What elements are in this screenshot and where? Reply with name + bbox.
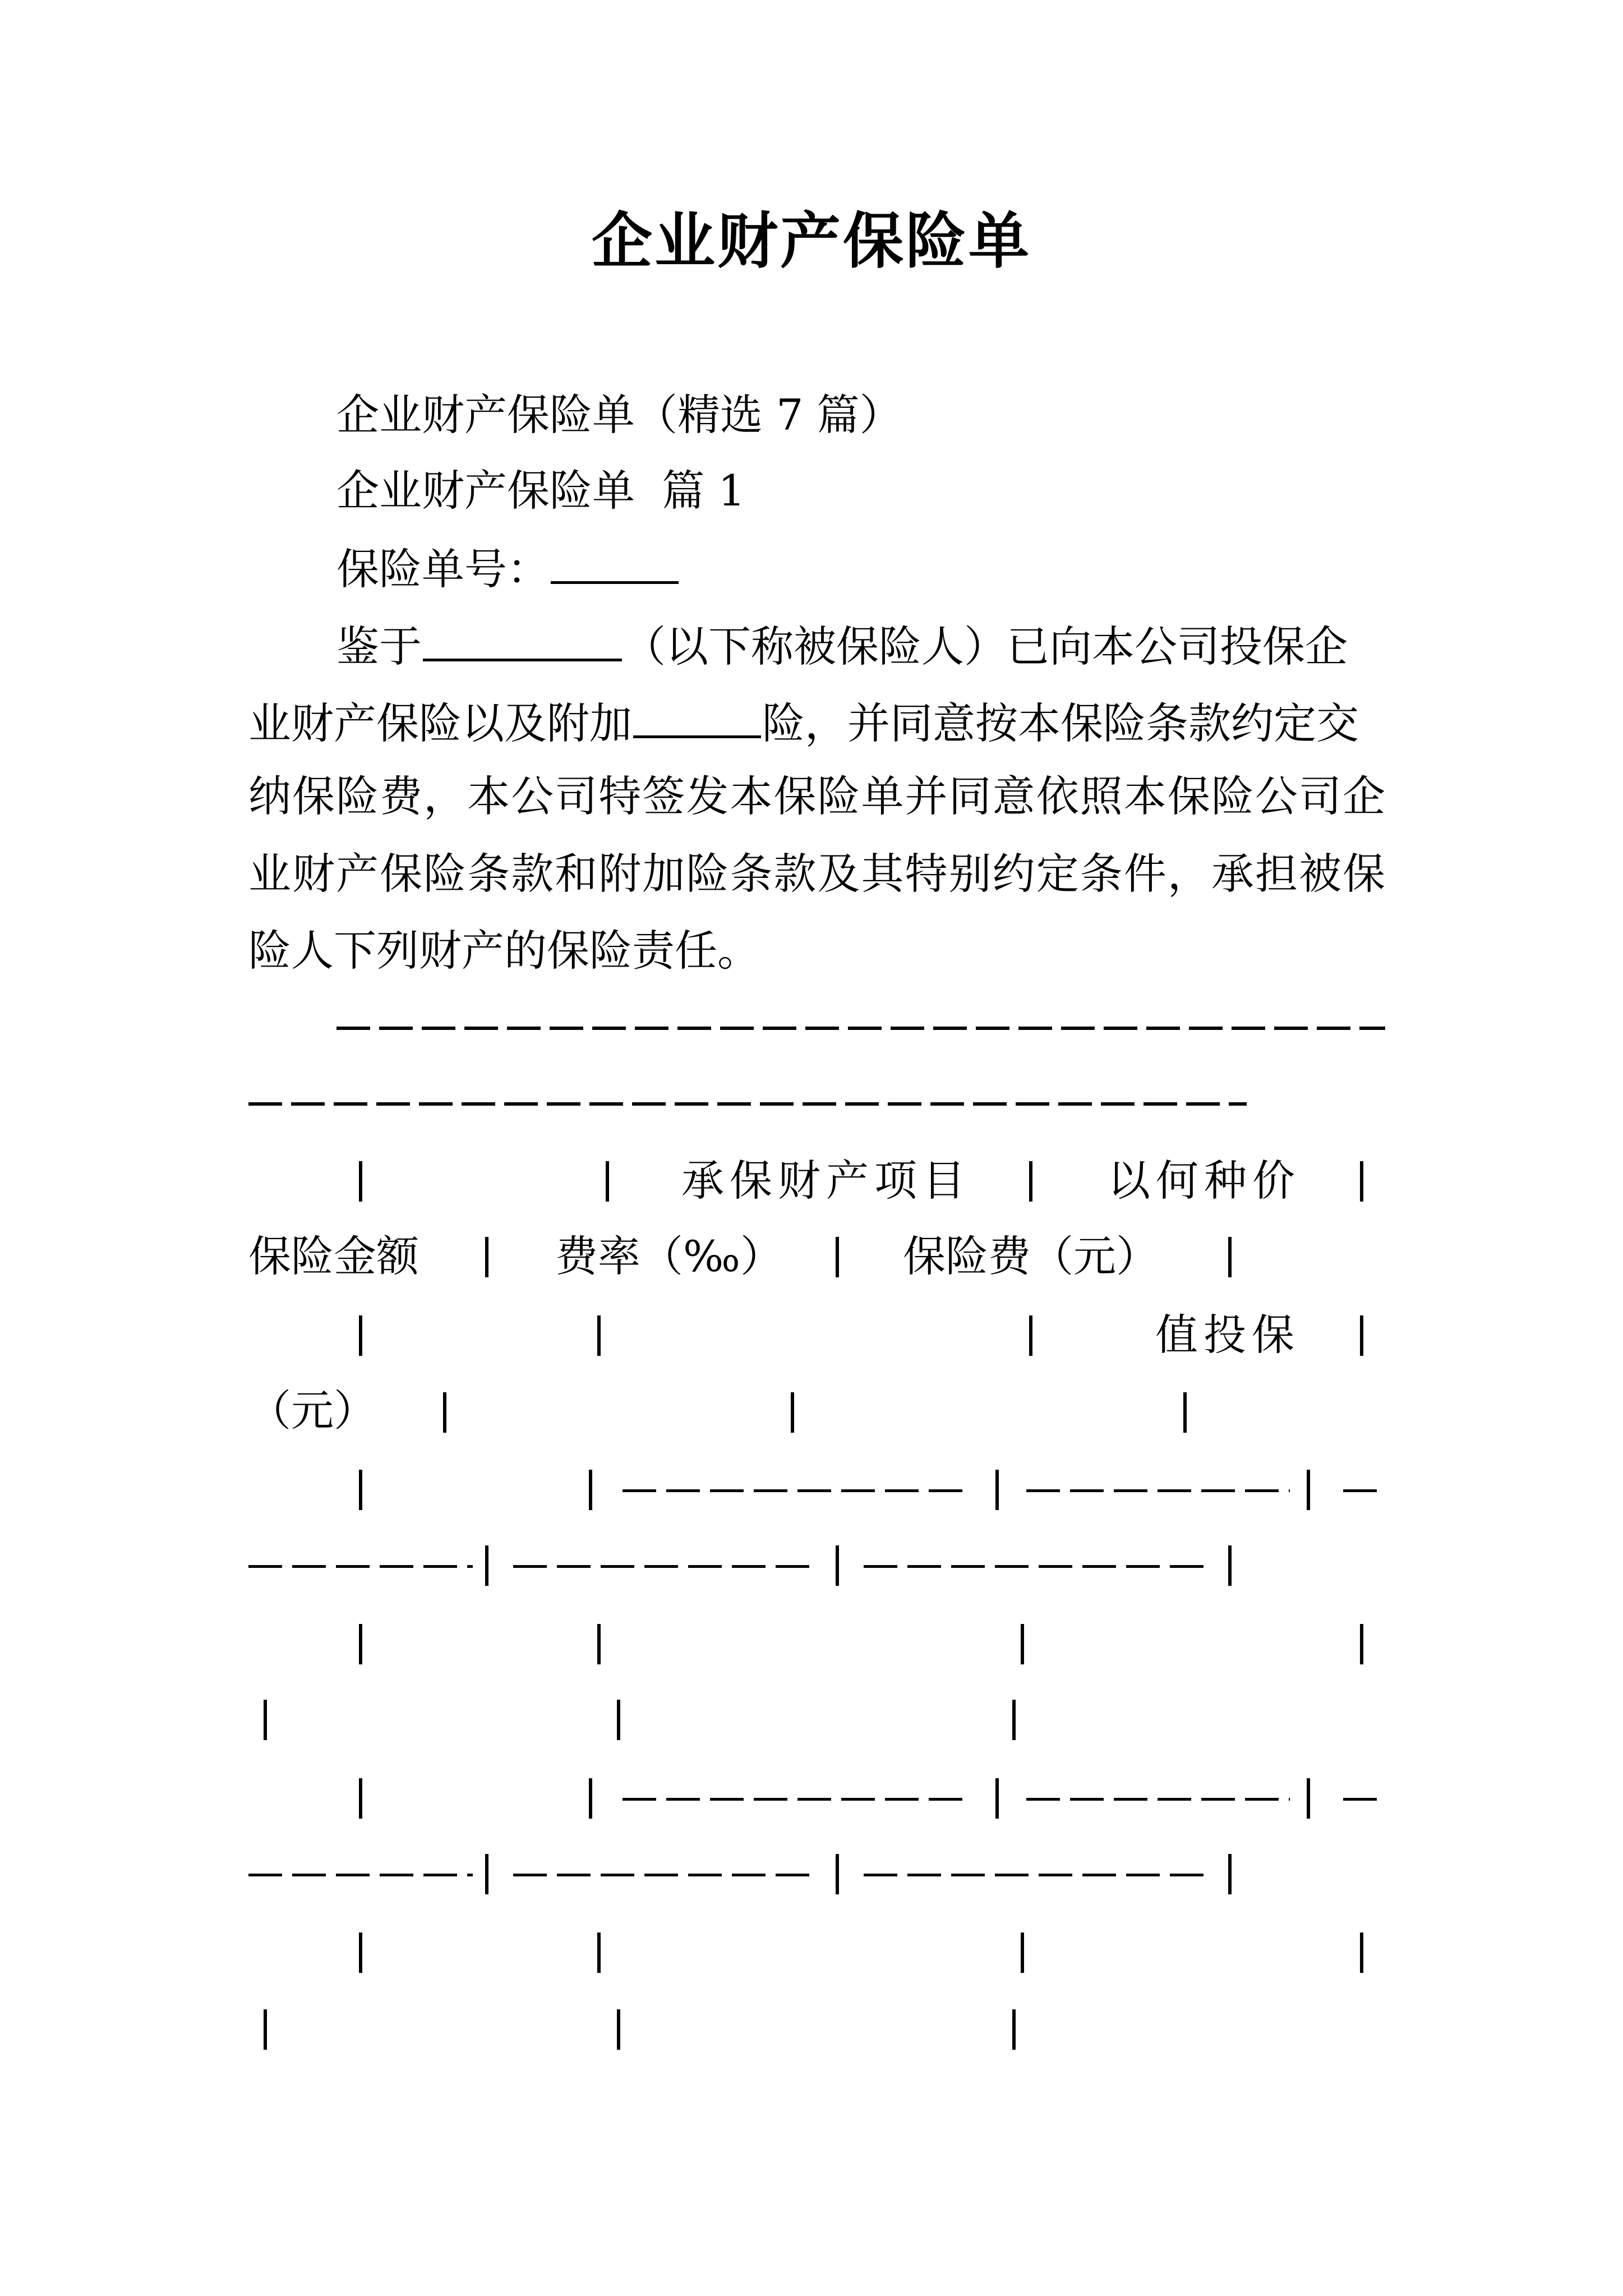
body-line-5: 险人下列财产的保险责任。 [248,926,760,976]
header-valuation-basis-cont: 值投保 [1155,1310,1300,1360]
table-border [791,1392,794,1433]
table-border [1228,1545,1232,1586]
table-border [359,1470,362,1510]
table-border [359,1624,362,1664]
table-border [617,1700,620,1740]
table-separator [1026,1798,1290,1801]
table-border [836,1237,839,1277]
table-border [1021,1624,1024,1664]
table-separator [1343,1798,1377,1801]
policy-number-blank [551,539,679,584]
table-border [359,1161,362,1202]
policy-number-line [336,539,680,597]
table-border [597,1315,601,1356]
body-line-1-start: 鉴于 [336,622,422,671]
table-border [264,2009,267,2050]
table-border [589,1778,592,1819]
table-border [597,1624,601,1664]
table-border [359,1778,362,1819]
table-border [1307,1470,1310,1510]
table-border [995,1470,999,1510]
table-border [836,1545,839,1586]
table-border [995,1778,999,1819]
table-border [359,1932,362,1973]
document-subtitle: 企业财产保险单（精选 7 篇） [336,390,902,440]
table-separator [513,1874,816,1876]
section-heading: 企业财产保险单 篇 1 [336,466,745,516]
table-border [443,1392,446,1433]
table-border [606,1161,609,1202]
table-border [589,1470,592,1510]
table-border [1228,1854,1232,1894]
table-border [1360,1315,1363,1356]
body-line-1 [336,616,1348,675]
header-valuation-basis: 以何种价 [1108,1156,1301,1205]
body-line-1-end: （以下称被保险人）已向本公司投保企 [623,622,1348,671]
table-border [1021,1932,1024,1973]
body-line-2 [248,693,1359,752]
table-border [264,1700,267,1740]
table-border [485,1545,488,1586]
header-premium: 保险费（元） [903,1231,1159,1281]
table-border [836,1854,839,1894]
table-border [1012,2009,1016,2050]
table-border [485,1854,488,1894]
table-border [1012,1700,1016,1740]
table-border [1360,1161,1363,1202]
table-top-rule-continued [248,1102,1247,1106]
table-separator [1343,1489,1377,1492]
table-border [1307,1778,1310,1819]
header-sum-insured-unit: （元） [248,1386,376,1435]
body-line-4: 业财产保险条款和附加险条款及其特别约定条件，承担被保 [248,849,1385,899]
table-border [1360,1932,1363,1973]
table-separator [513,1565,816,1568]
table-separator [248,1565,473,1568]
table-border [597,1932,601,1973]
table-border [1029,1161,1032,1202]
table-border [359,1315,362,1356]
body-line-2-end: 险，并同意按本保险条款约定交 [762,698,1359,748]
body-line-2-start: 业财产保险以及附加 [248,698,632,748]
policy-number-label: 保险单号： [336,544,550,594]
page-title: 企业财产保险单 [591,206,1031,277]
table-separator [623,1489,970,1492]
table-border [1183,1392,1187,1433]
header-rate: 费率（‰） [555,1231,783,1281]
table-border [617,2009,620,2050]
table-border [485,1237,488,1277]
insured-name-blank [423,616,622,661]
table-separator [864,1565,1211,1568]
table-separator [864,1874,1211,1876]
body-line-3: 纳保险费，本公司特签发本保险单并同意依照本保险公司企 [248,771,1385,821]
table-border [1029,1315,1032,1356]
table-top-rule [336,1027,1385,1030]
table-separator [623,1798,970,1801]
table-separator [248,1874,473,1876]
table-border [1360,1624,1363,1664]
header-insured-item: 承保财产项目 [681,1156,971,1205]
table-separator [1026,1489,1290,1492]
additional-insurance-blank [633,693,761,738]
header-sum-insured: 保险金额 [248,1231,419,1281]
table-border [1228,1237,1232,1277]
